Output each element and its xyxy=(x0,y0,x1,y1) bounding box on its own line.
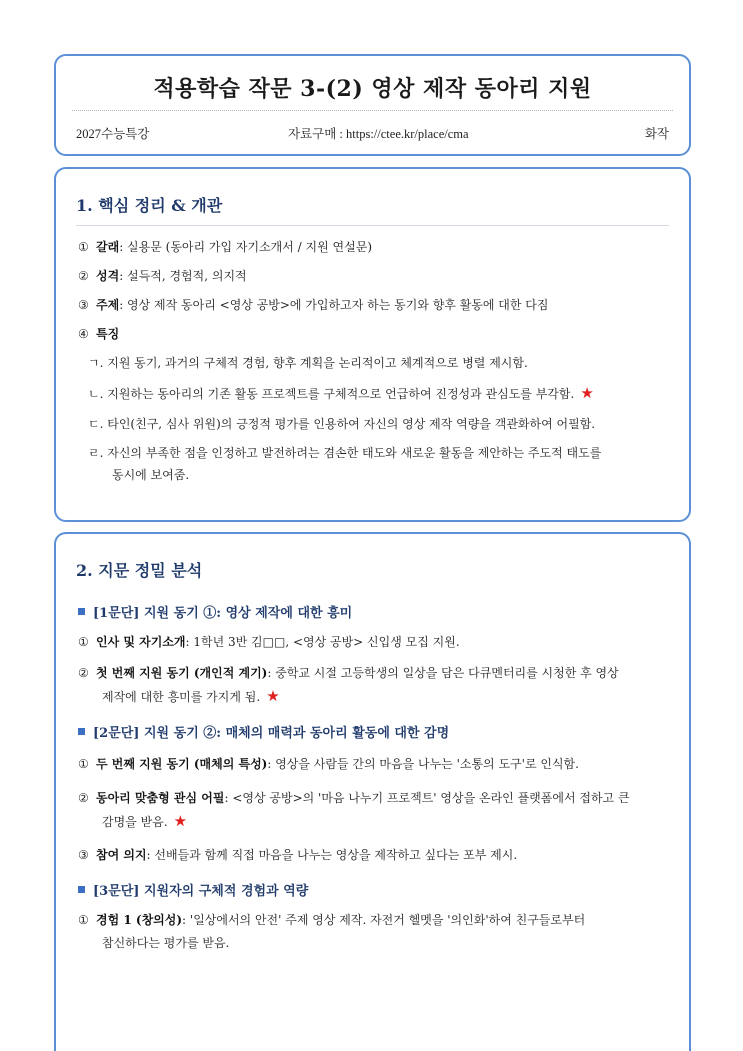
purchase-link[interactable]: 자료구매 : https://ctee.kr/place/cma xyxy=(288,127,469,141)
page-title: 적용학습 작문 3-(2) 영상 제작 동아리 지원 xyxy=(153,76,592,102)
paragraph-heading: [3문단] 지원자의 구체적 경험과 역량 xyxy=(78,882,669,902)
subject-label: 화작 xyxy=(644,127,669,141)
list-item-continued: 참신하다는 평가를 받음. xyxy=(102,936,230,950)
list-item: ② 성격: 설득적, 경험적, 의지적 xyxy=(78,269,247,283)
list-item: ① 갈래: 실용문 (동아리 가입 자기소개서 / 지원 연설문) xyxy=(78,240,372,254)
list-item: ③ 주제: 영상 제작 동아리 <영상 공방>에 가입하고자 하는 동기와 향후 활동에 대한 다짐 xyxy=(78,298,549,312)
feature-item-continued: 동시에 보여줌. xyxy=(112,468,190,482)
list-item: ① 두 번째 지원 동기 (매체의 특성): 영상을 사람들 간의 마음을 나누는 '소통의 도구'로 인식함. xyxy=(78,757,579,771)
paragraph-heading: [2문단] 지원 동기 ②: 매체의 매력과 동아리 활동에 대한 감명 xyxy=(78,724,669,744)
dotted-divider xyxy=(72,110,673,111)
list-item-continued: 제작에 대한 흥미를 가지게 됨. ★ xyxy=(102,687,280,705)
star-icon: ★ xyxy=(266,687,280,705)
list-item: ② 첫 번째 지원 동기 (개인적 계기): 중학교 시절 고등학생의 일상을 담은 다큐멘터리를 시청한 후 영상 xyxy=(78,666,619,680)
section-summary xyxy=(54,167,691,522)
list-item: ③ 참여 의지: 선배들과 함께 직접 마음을 나누는 영상을 제작하고 싶다는 포부 제시. xyxy=(78,848,518,862)
square-bullet-icon xyxy=(78,608,85,615)
section-title: 2. 지문 정밀 분석 xyxy=(76,561,203,580)
section-title: 1. 핵심 정리 & 개관 xyxy=(76,196,223,215)
list-item-continued: 감명을 받음. ★ xyxy=(102,812,188,830)
star-icon: ★ xyxy=(580,384,594,402)
feature-item: ㄹ. 자신의 부족한 점을 인정하고 발전하려는 겸손한 태도와 새로운 활동을 제안하는 주도적 태도를 xyxy=(88,446,602,460)
list-item: ① 경험 1 (창의성): '일상에서의 안전' 주제 영상 제작. 자전거 헬멧을 '의인화'하여 친구들로부터 xyxy=(78,913,586,927)
star-icon: ★ xyxy=(173,812,188,830)
list-item: ② 동아리 맞춤형 관심 어필: <영상 공방>의 '마음 나누기 프로젝트' 영상을 온라인 플랫폼에서 접하고 큰 xyxy=(78,791,630,805)
list-item: ① 인사 및 자기소개: 1학년 3반 김□□, <영상 공방> 신입생 모집 지원. xyxy=(78,635,460,649)
square-bullet-icon xyxy=(78,728,85,735)
paragraph-heading: [1문단] 지원 동기 ①: 영상 제작에 대한 흥미 xyxy=(78,604,669,624)
header-box xyxy=(54,54,691,156)
section-divider xyxy=(76,225,669,226)
feature-item: ㄴ. 지원하는 동아리의 기존 활동 프로젝트를 구체적으로 언급하여 진정성과 관심도를 부각함. ★ xyxy=(88,384,594,402)
section-analysis xyxy=(54,532,691,1051)
square-bullet-icon xyxy=(78,886,85,893)
book-label: 2027수능특강 xyxy=(76,127,150,141)
feature-item: ㄷ. 타인(친구, 심사 위원)의 긍정적 평가를 인용하여 자신의 영상 제작 역량을 객관화하여 어필함. xyxy=(88,417,596,431)
feature-item: ㄱ. 지원 동기, 과거의 구체적 경험, 향후 계획을 논리적이고 체계적으로 병렬 제시함. xyxy=(88,356,528,370)
list-item: ④ 특징 xyxy=(78,327,120,341)
